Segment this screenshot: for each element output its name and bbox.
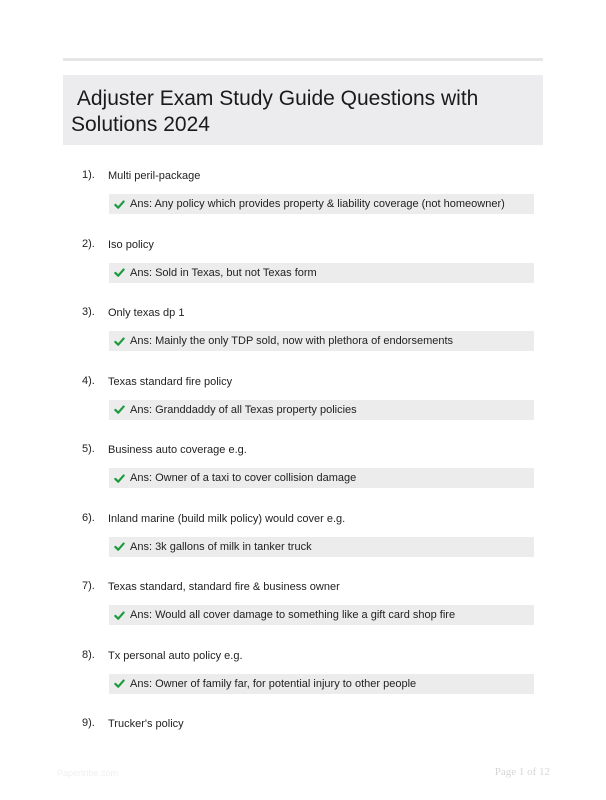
question-number: 9). xyxy=(82,717,95,729)
question-number: 2). xyxy=(82,237,95,250)
answer-box xyxy=(109,263,534,283)
question-text: Multi peril-package xyxy=(108,170,201,182)
answer-text: Ans: Sold in Texas, but not Texas form xyxy=(130,266,317,279)
question-number: 4). xyxy=(82,374,95,387)
answer-text: Ans: Owner of family far, for potential injury to other people xyxy=(130,677,417,690)
question-text: Inland marine (build milk policy) would cover e.g. xyxy=(108,512,346,525)
answer-box xyxy=(109,674,534,694)
checkmark-icon xyxy=(114,541,125,552)
question-text: Business auto coverage e.g. xyxy=(108,444,247,456)
question-item xyxy=(0,374,606,434)
question-item xyxy=(0,305,606,365)
answer-box xyxy=(109,605,534,625)
question-number: 8). xyxy=(82,648,95,661)
question-item xyxy=(0,168,606,228)
answer-text: Ans: Any policy which provides property & liability coverage (not homeowner) xyxy=(130,198,505,210)
page-title: Adjuster Exam Study Guide Questions with Solutions 2024 xyxy=(71,87,479,136)
footer-watermark: Papertribe.com xyxy=(57,768,119,778)
page-number: Page 1 of 12 xyxy=(494,766,550,778)
answer-box xyxy=(109,537,534,557)
checkmark-icon xyxy=(114,473,125,484)
question-number: 7). xyxy=(82,580,95,592)
question-number: 5). xyxy=(82,443,95,455)
answer-text: Ans: Owner of a taxi to cover collision damage xyxy=(130,472,357,484)
question-text: Texas standard fire policy xyxy=(108,375,233,388)
question-item xyxy=(0,648,606,708)
question-item xyxy=(0,511,606,571)
checkmark-icon xyxy=(114,404,125,415)
question-number: 3). xyxy=(82,306,95,318)
question-text: Texas standard, standard fire & business owner xyxy=(108,581,340,593)
checkmark-icon xyxy=(114,678,125,689)
answer-box xyxy=(109,194,534,214)
checkmark-icon xyxy=(114,610,125,621)
question-item xyxy=(0,579,606,639)
question-number: 6). xyxy=(82,511,95,524)
question-item xyxy=(0,237,606,297)
answer-box xyxy=(109,331,534,351)
question-text: Trucker's policy xyxy=(108,718,184,730)
checkmark-icon xyxy=(114,199,125,210)
answer-text: Ans: 3k gallons of milk in tanker truck xyxy=(130,540,312,553)
question-number: 1). xyxy=(82,169,95,181)
question-text: Iso policy xyxy=(108,238,154,251)
answer-text: Ans: Would all cover damage to something like a gift card shop fire xyxy=(130,609,456,621)
question-text: Only texas dp 1 xyxy=(108,307,185,319)
answer-text: Ans: Mainly the only TDP sold, now with plethora of endorsements xyxy=(130,335,454,347)
question-item xyxy=(0,442,606,502)
checkmark-icon xyxy=(114,336,125,347)
checkmark-icon xyxy=(114,267,125,278)
answer-box xyxy=(109,400,534,420)
answer-text: Ans: Granddaddy of all Texas property policies xyxy=(130,403,357,416)
question-text: Tx personal auto policy e.g. xyxy=(108,649,243,662)
answer-box xyxy=(109,468,534,488)
